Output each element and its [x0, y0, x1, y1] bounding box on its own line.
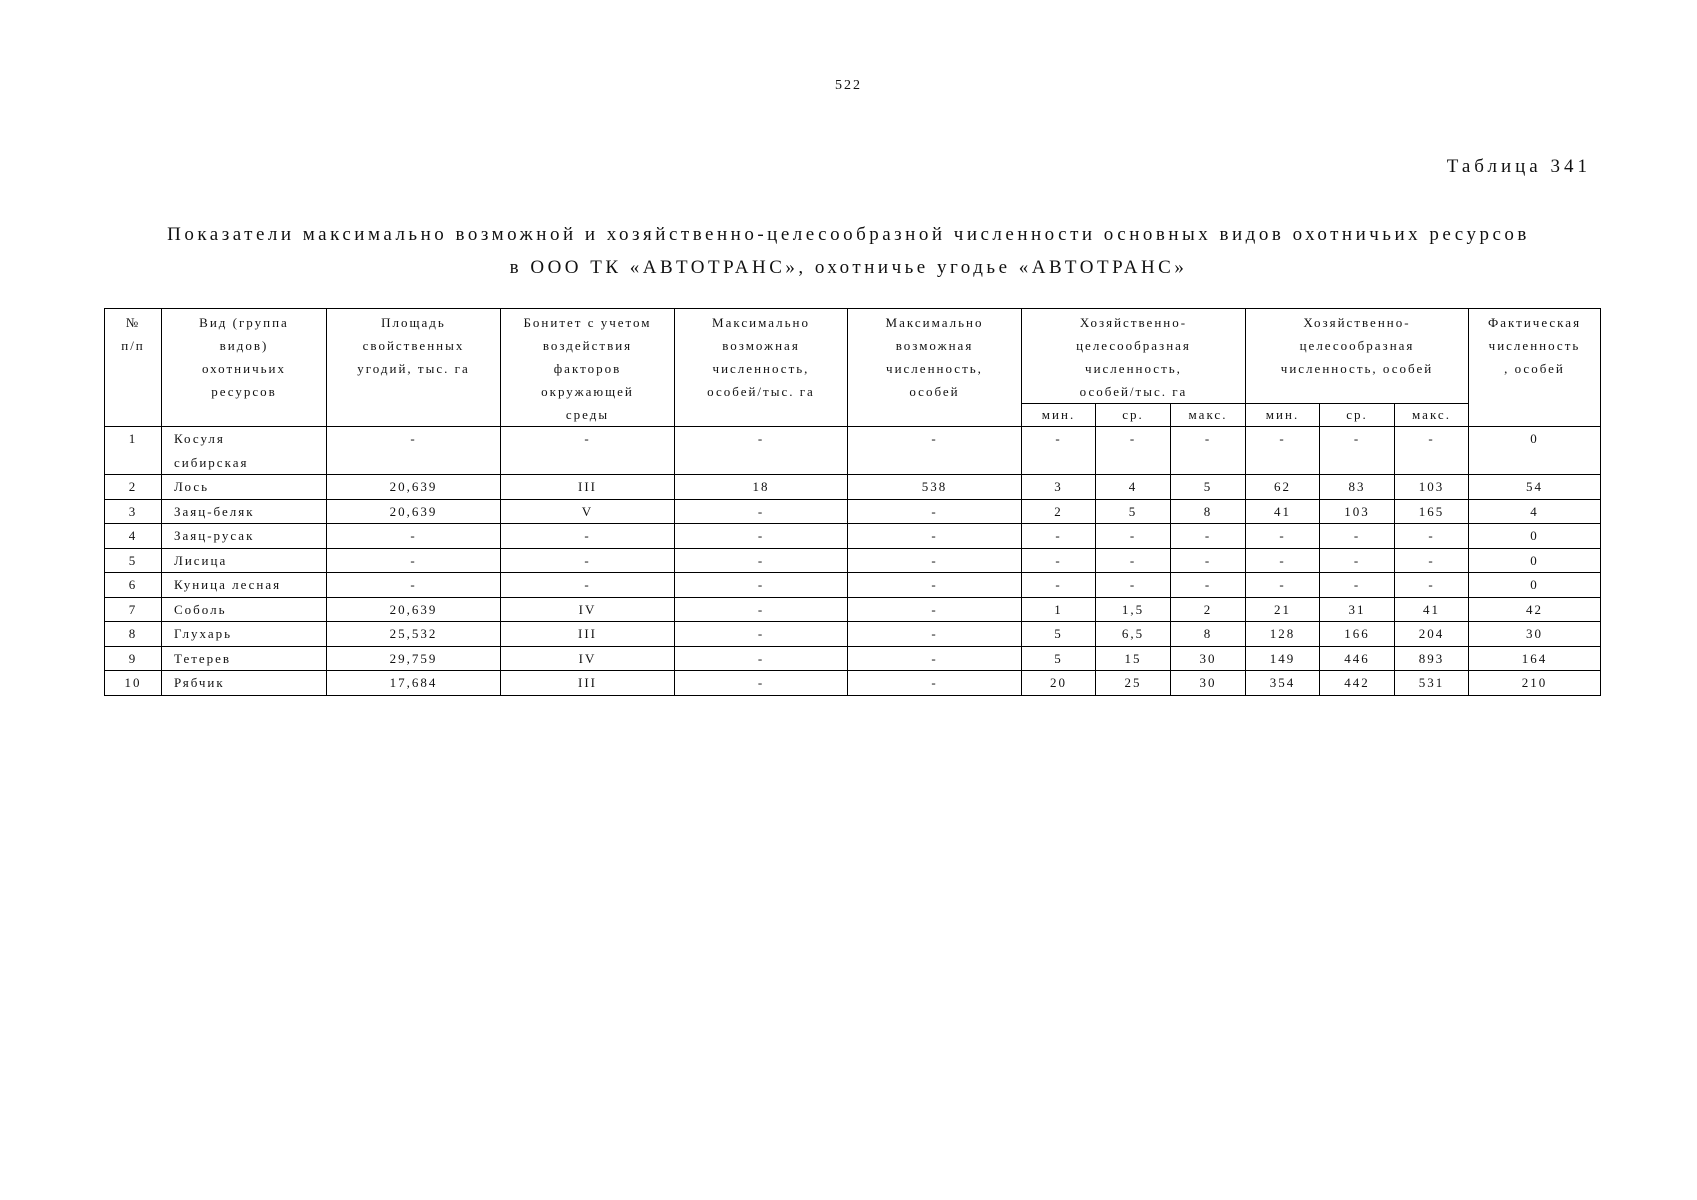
table-row [105, 597, 1601, 622]
econ-count-max-cell: - [1395, 548, 1469, 573]
econ-density-min-cell: 5 [1022, 646, 1096, 671]
data-table [104, 308, 1601, 696]
econ-count-max-cell: 204 [1395, 622, 1469, 647]
econ-density-avg-cell: - [1096, 573, 1171, 598]
econ-density-min-cell: 3 [1022, 475, 1096, 500]
header-bonitet: Бонитет с учетом воздействия факторов окружающей среды [501, 309, 675, 427]
actual-count-cell: 210 [1469, 671, 1601, 696]
econ-density-max-cell: - [1171, 524, 1246, 549]
econ-density-min-cell: - [1022, 524, 1096, 549]
econ-count-max-cell: - [1395, 573, 1469, 598]
max-density-cell: - [675, 573, 848, 598]
econ-count-max-cell: - [1395, 524, 1469, 549]
max-density-cell: - [675, 499, 848, 524]
econ-density-max-cell: 5 [1171, 475, 1246, 500]
econ-density-avg-cell: 5 [1096, 499, 1171, 524]
header-species: Вид (группа видов) охотничьих ресурсов [162, 309, 327, 427]
econ-count-avg-cell: - [1320, 427, 1395, 475]
area-cell: 17,684 [327, 671, 501, 696]
econ-density-min-cell: 2 [1022, 499, 1096, 524]
econ-density-min-cell: - [1022, 548, 1096, 573]
econ-count-max-cell: 103 [1395, 475, 1469, 500]
max-count-cell: - [848, 548, 1022, 573]
econ-count-min-cell: - [1246, 548, 1320, 573]
table-row [105, 524, 1601, 549]
species-name-cell: Лось [162, 475, 327, 500]
econ-count-avg-cell: 446 [1320, 646, 1395, 671]
area-cell: - [327, 548, 501, 573]
species-name-cell: Тетерев [162, 646, 327, 671]
header-count-max: макс. [1395, 404, 1469, 427]
actual-count-cell: 164 [1469, 646, 1601, 671]
area-cell: 25,532 [327, 622, 501, 647]
actual-count-cell: 54 [1469, 475, 1601, 500]
row-num-cell: 3 [105, 499, 162, 524]
row-num-cell: 4 [105, 524, 162, 549]
bonitet-cell: IV [501, 646, 675, 671]
header-count-avg: ср. [1320, 404, 1395, 427]
area-cell: 29,759 [327, 646, 501, 671]
econ-count-max-cell: - [1395, 427, 1469, 475]
row-num-cell: 8 [105, 622, 162, 647]
econ-density-avg-cell: 1,5 [1096, 597, 1171, 622]
row-num-cell: 6 [105, 573, 162, 598]
row-num-cell: 5 [105, 548, 162, 573]
area-cell: - [327, 573, 501, 598]
econ-density-avg-cell: - [1096, 548, 1171, 573]
econ-density-max-cell: - [1171, 427, 1246, 475]
caption-line-1: Показатели максимально возможной и хозяйственно-целесообразной численности основных видов охотничьих ресурсов [167, 224, 1530, 245]
species-name-cell: Заяц-беляк [162, 499, 327, 524]
econ-count-avg-cell: - [1320, 524, 1395, 549]
table-row [105, 548, 1601, 573]
econ-density-max-cell: - [1171, 548, 1246, 573]
header-max-count: Максимально возможная численность, особей [848, 309, 1022, 427]
econ-density-max-cell: 30 [1171, 646, 1246, 671]
econ-density-min-cell: - [1022, 427, 1096, 475]
econ-count-min-cell: 62 [1246, 475, 1320, 500]
max-count-cell: - [848, 597, 1022, 622]
max-count-cell: - [848, 499, 1022, 524]
row-num-cell: 9 [105, 646, 162, 671]
area-cell: 20,639 [327, 597, 501, 622]
bonitet-cell: V [501, 499, 675, 524]
econ-count-avg-cell: 103 [1320, 499, 1395, 524]
econ-count-min-cell: - [1246, 427, 1320, 475]
table-row [105, 622, 1601, 647]
actual-count-cell: 4 [1469, 499, 1601, 524]
species-name-cell: Лисица [162, 548, 327, 573]
max-density-cell: - [675, 548, 848, 573]
bonitet-cell: III [501, 622, 675, 647]
econ-density-min-cell: 5 [1022, 622, 1096, 647]
row-num-cell: 10 [105, 671, 162, 696]
bonitet-cell: - [501, 573, 675, 598]
bonitet-cell: - [501, 427, 675, 475]
econ-count-min-cell: 354 [1246, 671, 1320, 696]
area-cell: 20,639 [327, 499, 501, 524]
bonitet-cell: III [501, 671, 675, 696]
header-max-density: Максимально возможная численность, особей/тыс. га [675, 309, 848, 427]
header-actual: Фактическая численность , особей [1469, 309, 1601, 427]
table-row [105, 671, 1601, 696]
species-name-cell: Заяц-русак [162, 524, 327, 549]
econ-count-max-cell: 893 [1395, 646, 1469, 671]
max-density-cell: 18 [675, 475, 848, 500]
area-cell: - [327, 524, 501, 549]
econ-count-avg-cell: 83 [1320, 475, 1395, 500]
econ-count-max-cell: 41 [1395, 597, 1469, 622]
econ-count-avg-cell: - [1320, 548, 1395, 573]
row-num-cell: 2 [105, 475, 162, 500]
max-density-cell: - [675, 646, 848, 671]
table-row [105, 646, 1601, 671]
max-count-cell: - [848, 671, 1022, 696]
econ-count-min-cell: 41 [1246, 499, 1320, 524]
row-num-cell: 7 [105, 597, 162, 622]
econ-density-min-cell: - [1022, 573, 1096, 598]
bonitet-cell: - [501, 524, 675, 549]
page-number: 522 [835, 78, 862, 93]
header-area: Площадь свойственных угодий, тыс. га [327, 309, 501, 427]
header-econ-density: Хозяйственно- целесообразная численность, особей/тыс. га [1022, 309, 1246, 404]
bonitet-cell: IV [501, 597, 675, 622]
actual-count-cell: 30 [1469, 622, 1601, 647]
econ-count-min-cell: 149 [1246, 646, 1320, 671]
max-density-cell: - [675, 597, 848, 622]
max-density-cell: - [675, 622, 848, 647]
bonitet-cell: - [501, 548, 675, 573]
species-name-cell: Косуля сибирская [162, 427, 327, 475]
econ-density-avg-cell: 6,5 [1096, 622, 1171, 647]
econ-density-max-cell: - [1171, 573, 1246, 598]
econ-density-avg-cell: - [1096, 427, 1171, 475]
species-name-cell: Соболь [162, 597, 327, 622]
econ-count-min-cell: 128 [1246, 622, 1320, 647]
actual-count-cell: 0 [1469, 524, 1601, 549]
header-density-avg: ср. [1096, 404, 1171, 427]
table-row [105, 427, 1601, 475]
econ-density-avg-cell: 25 [1096, 671, 1171, 696]
species-name-cell: Глухарь [162, 622, 327, 647]
table-row [105, 499, 1601, 524]
row-num-cell: 1 [105, 427, 162, 475]
header-density-min: мин. [1022, 404, 1096, 427]
max-count-cell: - [848, 622, 1022, 647]
bonitet-cell: III [501, 475, 675, 500]
actual-count-cell: 0 [1469, 427, 1601, 475]
econ-count-max-cell: 165 [1395, 499, 1469, 524]
actual-count-cell: 0 [1469, 573, 1601, 598]
econ-count-min-cell: - [1246, 524, 1320, 549]
econ-count-max-cell: 531 [1395, 671, 1469, 696]
max-density-cell: - [675, 671, 848, 696]
table-caption [0, 218, 1697, 284]
econ-density-max-cell: 2 [1171, 597, 1246, 622]
header-row [105, 309, 1601, 404]
max-density-cell: - [675, 427, 848, 475]
econ-density-max-cell: 8 [1171, 499, 1246, 524]
header-count-min: мин. [1246, 404, 1320, 427]
species-name-cell: Куница лесная [162, 573, 327, 598]
econ-count-avg-cell: 166 [1320, 622, 1395, 647]
econ-density-avg-cell: 15 [1096, 646, 1171, 671]
table-row [105, 573, 1601, 598]
table-row [105, 475, 1601, 500]
max-count-cell: - [848, 427, 1022, 475]
econ-count-min-cell: 21 [1246, 597, 1320, 622]
econ-density-avg-cell: - [1096, 524, 1171, 549]
actual-count-cell: 0 [1469, 548, 1601, 573]
econ-density-min-cell: 1 [1022, 597, 1096, 622]
area-cell: - [327, 427, 501, 475]
econ-density-min-cell: 20 [1022, 671, 1096, 696]
max-density-cell: - [675, 524, 848, 549]
header-num: № п/п [105, 309, 162, 427]
econ-count-avg-cell: - [1320, 573, 1395, 598]
table-body [105, 427, 1601, 696]
area-cell: 20,639 [327, 475, 501, 500]
econ-density-max-cell: 8 [1171, 622, 1246, 647]
econ-count-avg-cell: 31 [1320, 597, 1395, 622]
max-count-cell: 538 [848, 475, 1022, 500]
econ-density-max-cell: 30 [1171, 671, 1246, 696]
actual-count-cell: 42 [1469, 597, 1601, 622]
table-label: Таблица 341 [1446, 156, 1591, 177]
max-count-cell: - [848, 573, 1022, 598]
econ-count-min-cell: - [1246, 573, 1320, 598]
caption-line-2: в ООО ТК «АВТОТРАНС», охотничье угодье «АВТОТРАНС» [509, 257, 1188, 278]
header-density-max: макс. [1171, 404, 1246, 427]
econ-density-avg-cell: 4 [1096, 475, 1171, 500]
econ-count-avg-cell: 442 [1320, 671, 1395, 696]
max-count-cell: - [848, 646, 1022, 671]
max-count-cell: - [848, 524, 1022, 549]
header-econ-count: Хозяйственно- целесообразная численность, особей [1246, 309, 1469, 404]
species-name-cell: Рябчик [162, 671, 327, 696]
